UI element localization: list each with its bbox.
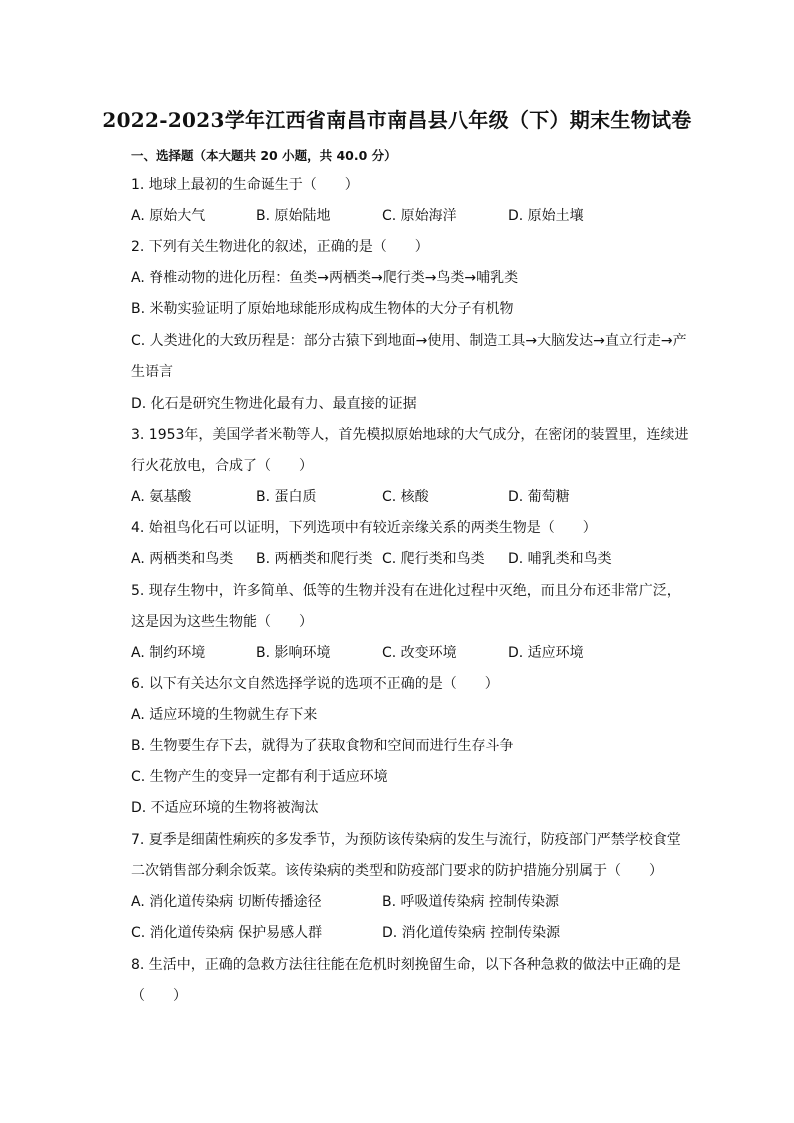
- q2-option-c: C. 人类进化的大致历程是：部分古猿下到地面→使用、制造工具→大脑发达→直立行走→产: [131, 333, 687, 349]
- question-1-stem: 1. 地球上最初的生命诞生于（ ）: [131, 177, 359, 193]
- q7-option-d: D. 消化道传染病 控制传染源: [382, 925, 561, 941]
- question-8-stem: 8. 生活中，正确的急救方法往往能在危机时刻挽留生命，以下各种急救的做法中正确的是: [131, 957, 681, 973]
- q6-option-b: B. 生物要生存下去，就得为了获取食物和空间而进行生存斗争: [131, 738, 514, 754]
- q1-option-a: A. 原始大气: [131, 208, 206, 224]
- q4-option-b: B. 两栖类和爬行类: [256, 551, 373, 567]
- question-3-stem: 3. 1953年，美国学者米勒等人，首先模拟原始地球的大气成分，在密闭的装置里，连续进: [131, 427, 689, 443]
- q3-option-d: D. 葡萄糖: [508, 489, 570, 505]
- question-5-stem: 5. 现存生物中，许多简单、低等的生物并没有在进化过程中灭绝，而且分布还非常广泛，: [131, 583, 681, 599]
- q5-option-d: D. 适应环境: [508, 645, 584, 661]
- q4-option-d: D. 哺乳类和鸟类: [508, 551, 612, 567]
- q5-option-a: A. 制约环境: [131, 645, 206, 661]
- q3-option-b: B. 蛋白质: [256, 489, 317, 505]
- q7-option-b: B. 呼吸道传染病 控制传染源: [382, 894, 559, 910]
- q3-option-a: A. 氨基酸: [131, 489, 192, 505]
- q4-option-a: A. 两栖类和鸟类: [131, 551, 234, 567]
- q4-option-c: C. 爬行类和鸟类: [382, 551, 485, 567]
- question-5-stem-continued: 这是因为这些生物能（ ）: [131, 614, 313, 630]
- q2-option-c-continued: 生语言: [131, 364, 173, 380]
- q7-option-a: A. 消化道传染病 切断传播途径: [131, 894, 322, 910]
- q7-option-c: C. 消化道传染病 保护易感人群: [131, 925, 323, 941]
- q1-option-c: C. 原始海洋: [382, 208, 457, 224]
- question-6-stem: 6. 以下有关达尔文自然选择学说的选项不正确的是（ ）: [131, 676, 499, 692]
- q5-option-b: B. 影响环境: [256, 645, 331, 661]
- q6-option-a: A. 适应环境的生物就生存下来: [131, 707, 318, 723]
- q1-option-b: B. 原始陆地: [256, 208, 331, 224]
- question-8-stem-continued: （ ）: [131, 988, 187, 1004]
- question-4-stem: 4. 始祖鸟化石可以证明，下列选项中有较近亲缘关系的两类生物是（ ）: [131, 520, 597, 536]
- q2-option-d: D. 化石是研究生物进化最有力、最直接的证据: [131, 396, 417, 412]
- question-2-stem: 2. 下列有关生物进化的叙述，正确的是（ ）: [131, 239, 429, 255]
- q1-option-d: D. 原始土壤: [508, 208, 584, 224]
- q6-option-d: D. 不适应环境的生物将被淘汰: [131, 800, 319, 816]
- q6-option-c: C. 生物产生的变异一定都有利于适应环境: [131, 769, 388, 785]
- question-7-stem-continued: 二次销售部分剩余饭菜。该传染病的类型和防疫部门要求的防护措施分别属于（ ）: [131, 863, 663, 879]
- section-header: 一、选择题（本大题共 20 小题，共 40.0 分）: [131, 148, 397, 163]
- q2-option-a: A. 脊椎动物的进化历程：鱼类→两栖类→爬行类→鸟类→哺乳类: [131, 270, 519, 286]
- question-3-stem-continued: 行火花放电，合成了（ ）: [131, 458, 313, 474]
- question-7-stem: 7. 夏季是细菌性痢疾的多发季节，为预防该传染病的发生与流行，防疫部门严禁学校食堂: [131, 832, 681, 848]
- q3-option-c: C. 核酸: [382, 489, 429, 505]
- q2-option-b: B. 米勒实验证明了原始地球能形成构成生物体的大分子有机物: [131, 301, 514, 317]
- q5-option-c: C. 改变环境: [382, 645, 457, 661]
- exam-title: 2022-2023学年江西省南昌市南昌县八年级（下）期末生物试卷: [102, 108, 692, 132]
